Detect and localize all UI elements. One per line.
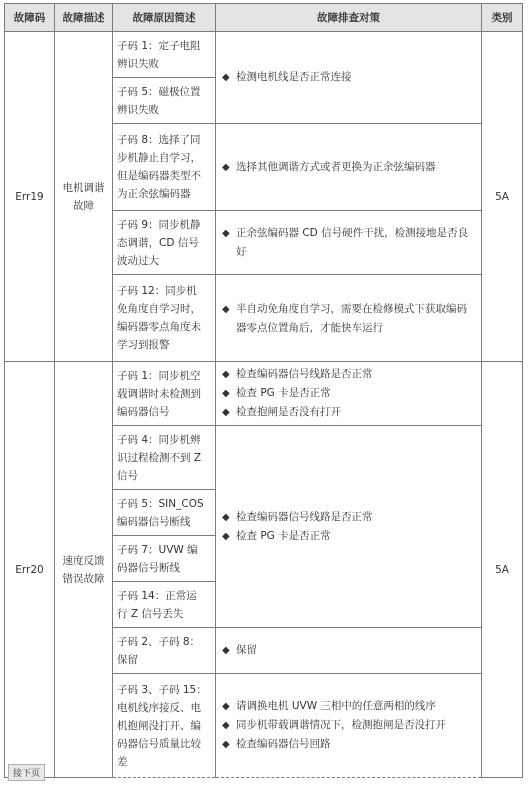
diamond-bullet-icon: ◆	[222, 645, 230, 656]
cause-line: 机抱闸没打开、编	[117, 719, 201, 732]
cause-line: 步机静止自学习，	[117, 152, 201, 164]
fix-text: 检测电机线是否正常连接	[236, 71, 352, 83]
header-category: 类别	[482, 4, 523, 32]
fix-item	[222, 384, 475, 403]
fix-text: 半自动免角度自学习，需要在检修模式下获取编码器零点位置角后，才能快车运行	[236, 302, 467, 334]
cause-line: 态调谐，CD 信号	[117, 236, 199, 249]
cause-cell	[113, 490, 216, 536]
cause-line: 码器信号断线	[117, 561, 180, 574]
fix-text: 检查编码器信号线路是否正常	[236, 510, 373, 523]
fix-item	[222, 365, 475, 384]
cause-line: 子码 2、子码 8：	[117, 635, 201, 648]
fix-text: 检查抱闸是否没有打开	[236, 406, 341, 418]
fix-cell	[216, 426, 482, 628]
fix-item	[222, 68, 475, 87]
header-desc: 故障描述	[55, 4, 113, 32]
cause-line: 电机线序接反、电	[117, 701, 201, 714]
cause-cell	[113, 536, 216, 582]
fix-item	[222, 716, 475, 735]
cause-line: 识过程检测不到 Z	[117, 451, 202, 464]
fix-item	[222, 158, 475, 177]
cause-line: 子码 12：同步机	[117, 285, 197, 297]
fix-item	[222, 300, 475, 337]
fix-item	[222, 641, 475, 660]
fix-cell	[216, 674, 482, 778]
fault-code-err20: Err20	[5, 362, 55, 778]
header-code: 故障码	[5, 4, 55, 32]
cause-line: 子码 9：同步机静	[117, 218, 201, 231]
fault-table	[4, 3, 523, 778]
cause-line: 子码 5：SIN_COS	[117, 497, 204, 510]
cause-line: 子码 7：UVW 编	[117, 543, 198, 556]
cause-line: 免角度自学习时，	[117, 303, 201, 315]
table-row	[5, 362, 523, 426]
cause-line: 辨识失败	[117, 57, 159, 70]
header-cause: 故障原因简述	[113, 4, 216, 32]
fix-item	[222, 697, 475, 716]
fix-item	[222, 527, 475, 546]
diamond-bullet-icon: ◆	[222, 739, 230, 750]
cause-line: 载调谐时未检测到	[117, 387, 201, 400]
cause-line: 子码 3、子码 15：	[117, 683, 207, 696]
fix-cell	[216, 275, 482, 362]
cause-line: 学习到报警	[117, 339, 170, 351]
fix-cell	[216, 211, 482, 275]
table-row	[5, 32, 523, 78]
cause-line: 但是编码器类型不	[117, 170, 201, 182]
fix-item	[222, 403, 475, 422]
cause-cell	[113, 628, 216, 674]
cause-line: 子码 8：选择了同	[117, 134, 201, 146]
diamond-bullet-icon: ◆	[222, 407, 230, 418]
cause-line: 为正余弦编码器	[117, 188, 191, 200]
diamond-bullet-icon: ◆	[222, 228, 230, 239]
cause-line: 子码 4：同步机辨	[117, 433, 201, 446]
cause-line: 编码器信号断线	[117, 515, 191, 528]
cause-cell	[113, 78, 216, 124]
fix-item	[222, 735, 475, 754]
header-row	[5, 4, 523, 32]
fix-text: 检查 PG 卡是否正常	[236, 387, 331, 399]
cause-line: 保留	[117, 653, 138, 666]
cause-line: 码器信号质量比较	[117, 737, 201, 750]
fix-cell	[216, 124, 482, 211]
diamond-bullet-icon: ◆	[222, 511, 230, 523]
fix-text: 选择其他调谐方式或者更换为正余弦编码器	[236, 160, 436, 173]
fix-text: 检查编码器信号线路是否正常	[236, 368, 373, 380]
category-err19: 5A	[482, 32, 523, 362]
cause-cell	[113, 362, 216, 426]
cause-line: 波动过大	[117, 254, 159, 267]
fix-text: 保留	[236, 644, 257, 656]
fault-code-err19: Err19	[5, 32, 55, 362]
fix-item	[222, 224, 475, 261]
fix-cell	[216, 32, 482, 124]
fix-text: 正余弦编码器 CD 信号硬件干扰，检测接地是否良好	[236, 227, 469, 258]
diamond-bullet-icon: ◆	[222, 303, 230, 315]
cause-line: 信号	[117, 469, 138, 482]
cause-line: 子码 14：正常运	[117, 589, 197, 602]
cause-line: 子码 1：定子电阻	[117, 39, 201, 52]
cause-cell	[113, 211, 216, 275]
fix-text: 请调换电机 UVW 三相中的任意两相的线序	[236, 700, 436, 712]
fix-text: 检查编码器信号回路	[236, 738, 331, 750]
fault-desc-err19: 电机调谐故障	[55, 32, 113, 362]
cause-cell	[113, 275, 216, 362]
cause-line: 辨识失败	[117, 103, 159, 116]
fix-text: 检查 PG 卡是否正常	[236, 529, 331, 542]
fix-text: 同步机带载调谐情况下，检测抱闸是否没打开	[236, 719, 446, 731]
cause-cell	[113, 582, 216, 628]
continue-next-page-label: 接下页	[8, 764, 45, 781]
fix-item	[222, 508, 475, 527]
cause-line: 差	[117, 755, 128, 768]
cause-cell	[113, 674, 216, 778]
header-fix: 故障排查对策	[216, 4, 482, 32]
diamond-bullet-icon: ◆	[222, 701, 230, 712]
cause-line: 子码 1：同步机空	[117, 369, 201, 382]
cause-line: 编码器信号	[117, 405, 170, 418]
diamond-bullet-icon: ◆	[222, 388, 230, 399]
category-err20: 5A	[482, 362, 523, 778]
cause-line: 编码器零点角度未	[117, 321, 201, 333]
diamond-bullet-icon: ◆	[222, 720, 230, 731]
cause-line: 子码 5：磁极位置	[117, 85, 201, 98]
cause-cell	[113, 124, 216, 211]
fix-cell	[216, 628, 482, 674]
cause-line: 行 Z 信号丢失	[117, 607, 184, 620]
cause-cell	[113, 426, 216, 490]
fault-desc-err20: 速度反馈错误故障	[55, 362, 113, 778]
cause-cell	[113, 32, 216, 78]
diamond-bullet-icon: ◆	[222, 369, 230, 380]
diamond-bullet-icon: ◆	[222, 72, 230, 83]
fix-cell	[216, 362, 482, 426]
diamond-bullet-icon: ◆	[222, 530, 230, 542]
diamond-bullet-icon: ◆	[222, 161, 230, 173]
